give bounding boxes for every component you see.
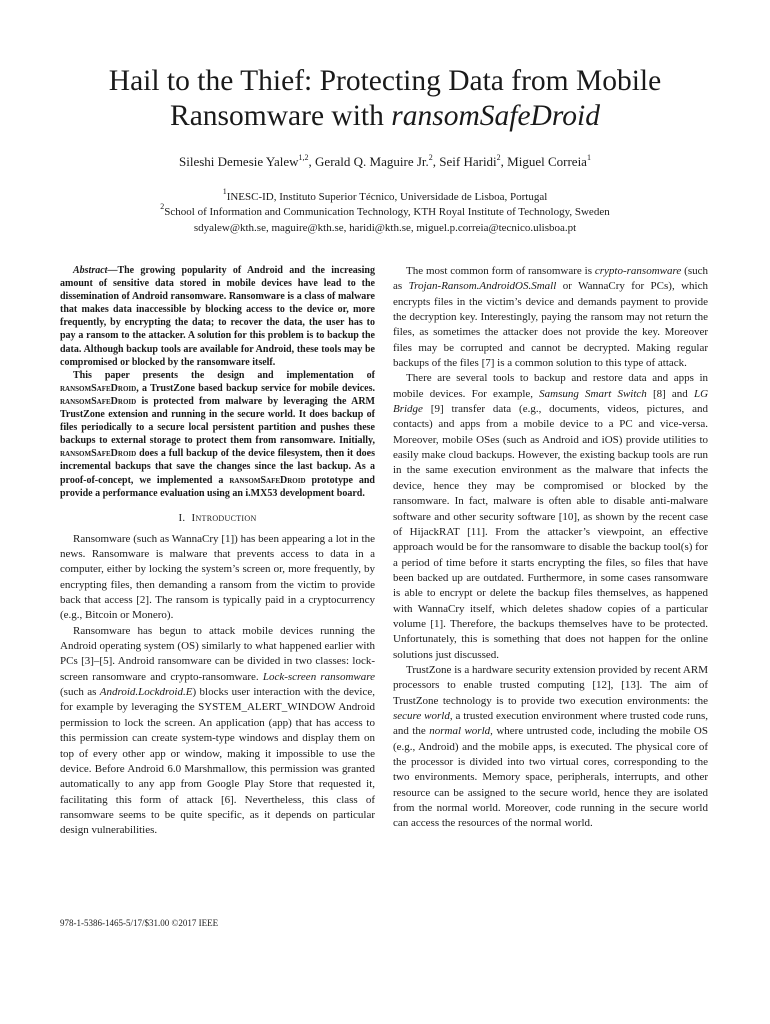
abstract-label: Abstract: [73, 265, 108, 276]
author-name: Sileshi Demesie Yalew: [179, 154, 299, 169]
intro-paragraph-2: [60, 624, 375, 839]
author-emails: sdyalew@kth.se, maguire@kth.se, haridi@kth.se, miguel.p.correia@tecnico.ulisboa.pt: [193, 222, 577, 234]
section-heading-introduction: [60, 512, 375, 524]
affiliation-2-marker: 2: [160, 202, 165, 212]
abstract: [60, 264, 375, 500]
text-run: [8] and: [646, 387, 694, 400]
affiliation-2: [40, 202, 730, 218]
abstract-text-1: —The growing popularity of Android and the increasing amount of sensitive data stored in mobile devices have lead to the dissemination of Android ransomware. Ransomware is a class of malware that makes data inaccessible by blocking access to the device or, more frequently, by encrypting the data; to recover the data, the user has to pay a ransom to the attacker. A solution for this problem is to backup the data. Although backup tools are available for Android, these tools may be compromised or blocked by the ransomware itself.: [60, 265, 375, 368]
text-run: , a TrustZone based backup service for mobile devices.: [136, 382, 375, 394]
text-run: (such as: [393, 265, 708, 293]
intro-paragraph-1: Ransomware (such as WannaCry [1]) has been appearing a lot in the news. Ransomware is malware that prevents access to data in a computer, either by locking the system’s screen or, more frequently, by encrypting files, then demanding a ransom from the victim to provide back that access [2]. The ransom is typically paid in a cryptocurrency (e.g., Bitcoin or Monero).: [60, 532, 375, 622]
italic-term: Trojan-Ransom.AndroidOS.Small: [408, 280, 557, 293]
body-paragraph-crypto-ransomware: [393, 264, 708, 371]
italic-term: Lock-screen ransomware: [262, 670, 375, 683]
small-caps-term: ransomSafeDroid: [60, 395, 137, 407]
text-run: The most common form of ransomware is: [406, 265, 595, 277]
small-caps-term: ransomSafeDroid: [60, 448, 137, 460]
italic-term: crypto-ransomware: [594, 265, 682, 277]
title-system-name: ransomSafeDroid: [391, 100, 600, 132]
italic-term: LG Bridge: [393, 387, 709, 416]
text-run: , where untrusted code, including the mobile OS (e.g., Android) and the mobile apps, is executed. The physical core of the processor is divided into two virtual cores, corresponding to the two environments. Memory space, peripherals, interrupts, and other resource can be assigned to the secure world, hence they are isolated from the normal world. Moreover, code running in the secure world can access the resources of the normal world.: [393, 725, 708, 830]
small-caps-term: ransomSafeDroid: [229, 474, 306, 486]
abstract-paragraph-1: [60, 264, 375, 369]
author-name: Seif Haridi: [439, 154, 497, 169]
abstract-paragraph-2: [60, 369, 375, 500]
text-run: prototype and provide a performance evaluation using an i.MX53 development board.: [60, 474, 375, 499]
author-name: Miguel Correia: [507, 154, 587, 169]
text-run: does a full backup of the device filesystem, then it does incremental backups that save the changes since the last backup. As a proof-of-concept, we implemented a: [60, 448, 375, 486]
text-run: , a trusted execution environment where trusted code runs, and the: [393, 709, 708, 738]
text-run: or WannaCry for PCs), which encrypts files in the victim’s device and demands payment to provide the decryption key. Interestingly, paying the ransom may not return the files, as sometimes the attacker does not provide the key. Moreover files may be corrupted and cannot be decrypted. Making regular backups of the files [7] is a common solution to this type of attack.: [393, 280, 708, 370]
author-list: Sileshi Demesie Yalew$^{1,2}$, Gerald Q. Maguire Jr.$^2$, Seif Haridi$^2$, Miguel Correia$^1$: [179, 152, 591, 169]
affiliation-1-text: INESC-ID, Instituto Superior Técnico, Universidade de Lisboa, Portugal: [226, 191, 548, 203]
author-affiliation-marker: 2: [428, 152, 433, 162]
right-column: [393, 264, 708, 832]
text-run: is protected from malware by leveraging the ARM TrustZone extension and running in the secure world. It does backup of files periodically to a secure local persistent partition and pushes these backups to external storage to protect them from ransomware. Initially,: [60, 395, 375, 447]
section-number: I.: [178, 511, 186, 524]
text-run: ) blocks user interaction with the device, for example by leveraging the: [60, 686, 375, 714]
body-paragraph-trustzone: [393, 663, 708, 832]
text-run: Ransomware has begun to attack mobile devices running the Android operating system (OS) similarly to what happened earlier with PCs [3]–[5]. Android ransomware can be divided in two classes: lock-screen ransomware and crypto-ransomware.: [60, 624, 375, 683]
author-affiliation-marker: 1: [586, 152, 591, 162]
section-title: Introduction: [191, 511, 257, 524]
author-name: Gerald Q. Maguire Jr.: [315, 154, 429, 169]
affiliation-2-text: School of Information and Communication Technology, KTH Royal Institute of Technology, Sweden: [164, 206, 610, 218]
title-line-1: Hail to the Thief: Protecting Data from Mobile: [108, 65, 662, 97]
body-paragraph-backup-tools: [393, 371, 708, 663]
italic-term: Samsung Smart Switch: [539, 387, 647, 400]
italic-term: Android.Lockdroid.E: [99, 686, 193, 699]
author-affiliation-marker: 1,2: [298, 152, 309, 162]
italic-term: secure world: [393, 709, 450, 722]
text-run: [9] transfer data (e.g., documents, videos, pictures, and contacts) and apps from a mobile device to a PC and vice-versa. Moreover, mobile OSes (such as Android and iOS) provide utilities to easily make cloud backups. However, the existing backup tools are run in the same execution environment as the malware that infects the device, hence they may be compromised or blocked by the ransomware. In fact, malware is often able to disable anti-malware software and other security software [10], as shown by the recent case of HijackRAT [11]. From the attacker’s viewpoint, an effective approach would be for the ransomware to disable the backup tool(s) for a period of time before it starts encrypting the files, so files that have been backed up are outdated. Furthermore, in some cases ransomware is able to encrypt or delete the backup files themselves, as happened with WannaCry itself, which deletes shadow copies of a particular volume [1]. Therefore, the backups themselves have to be protected. Unfortunately, this is something that does not happen for the online solutions just discussed.: [393, 403, 708, 661]
text-run: This paper presents the design and implementation of: [73, 369, 375, 381]
small-caps-term: SYSTEM_ALERT_WINDOW: [198, 701, 336, 714]
small-caps-term: ransomSafeDroid: [60, 382, 137, 394]
text-run: TrustZone is a hardware security extension provided by recent ARM processors to enable trusted computing [12], [13]. The aim of TrustZone technology is to provide two execution environments: the: [393, 663, 708, 707]
left-column: [60, 264, 375, 839]
title-line-2-plain: Ransomware with: [170, 100, 392, 132]
title-line-2: [40, 99, 730, 134]
author-affiliation-marker: 2: [496, 152, 501, 162]
affiliation-1-marker: 1: [222, 187, 227, 197]
affiliation-1: [40, 187, 730, 203]
text-run: There are several tools to backup and restore data and apps in mobile devices. For example,: [393, 372, 708, 400]
text-run: (such as: [60, 686, 100, 699]
paper-title: [40, 64, 730, 134]
text-run: Android permission to lock the screen. An application (app) that has access to this permission can create system-type windows and display them on top of every other app or window, making it impossible to use the device. Before Android 6.0 Marshmallow, this permission was granted automatically to any app from Google Play Store that requested it, facilitating this form of attack [6]. Nevertheless, this class of ransomware seems to be quite specific, as it depends on particular design vulnerabilities.: [60, 701, 375, 837]
italic-term: normal world: [429, 725, 491, 738]
copyright-footer: 978-1-5386-1465-5/17/$31.00 ©2017 IEEE: [60, 918, 219, 928]
